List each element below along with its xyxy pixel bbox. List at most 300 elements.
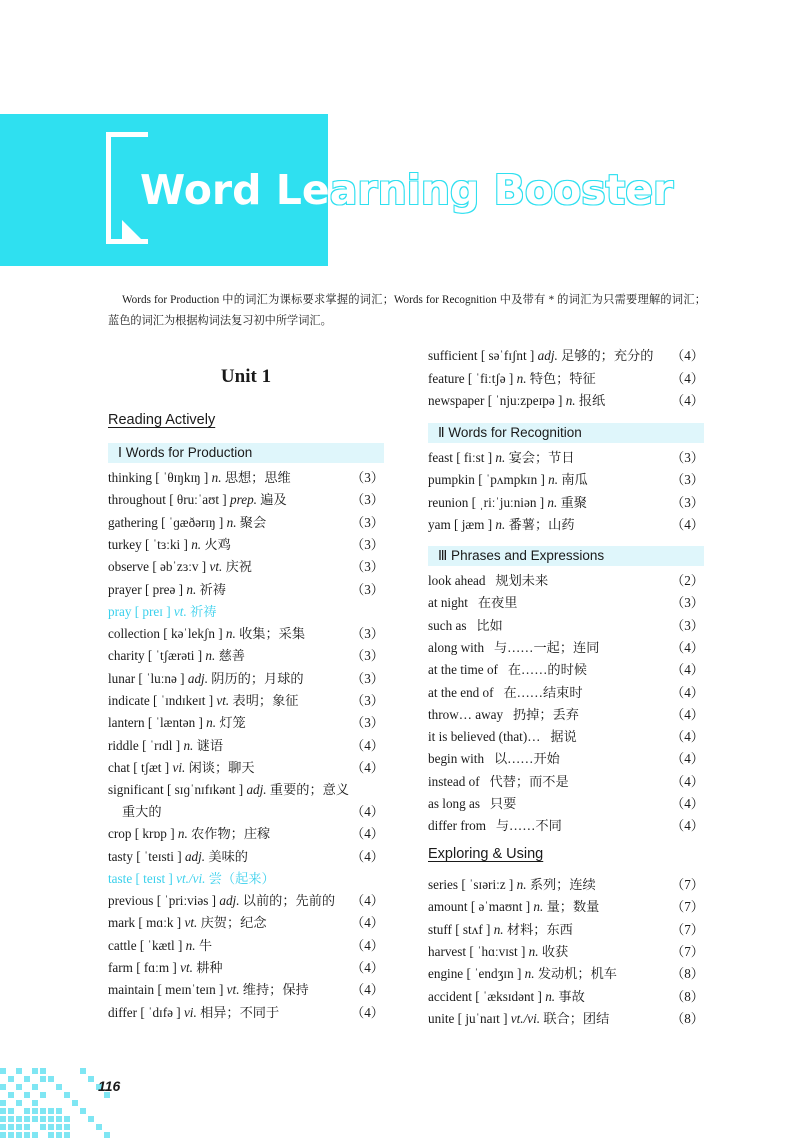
decorative-dot [24,1076,30,1082]
vocab-part-of-speech: n. [516,877,527,892]
vocab-pronunciation: [ ˈpriːviəs ] [156,893,217,909]
vocab-page-ref: （4） [671,370,704,386]
vocab-meaning: 相异；不同于 [200,1004,280,1020]
vocab-meaning: 火鸡 [204,536,231,552]
vocab-meaning: 维持；保持 [242,982,309,998]
decorative-dot [40,1068,46,1074]
vocab-pronunciation: [ krɒp ] [134,826,175,842]
vocab-word: amount [428,899,468,915]
vocab-word: maintain [108,982,155,998]
vocab-meaning: 牛 [198,937,213,953]
decorative-dot [64,1092,70,1098]
vocab-pronunciation: [ səˈfɪʃnt ] [480,348,535,363]
vocab-word: collection [108,626,160,642]
vocab-word: significant [108,782,164,798]
vocab-pronunciation: [ ˈtʃærəti ] [147,648,203,664]
vocab-meaning: 番薯；山药 [508,516,575,532]
vocab-entry [428,986,704,1008]
vocab-meaning-continued: 重大的 [122,804,162,820]
vocab-page-ref: （4） [351,893,384,909]
vocab-pronunciation: [ fɑːm ] [136,960,177,975]
vocab-meaning: 事故 [558,988,585,1004]
vocab-page-ref: （4） [351,848,384,864]
vocab-entry [108,623,384,645]
vocab-part-of-speech: adj. [537,348,558,363]
vocab-page-ref: （4） [351,737,384,753]
page-number: 116 [98,1078,121,1094]
vocab-part-of-speech: n. [524,966,535,982]
vocab-word: charity [108,648,145,664]
vocab-page-ref: （4） [351,804,384,820]
phrase-entry [428,815,704,837]
vocab-entry [108,979,384,1001]
vocab-entry [428,514,704,536]
vocab-entry [108,757,384,779]
phrase-meaning: 以……开始 [493,751,560,767]
vocab-page-ref: （3） [351,693,384,708]
vocab-entry [108,690,384,712]
vocab-meaning: 庆贺；纪念 [200,915,267,931]
decorative-dot [80,1108,86,1114]
vocab-word: stuff [428,921,452,937]
vocab-pronunciation: [ ˈhɑːvɪst ] [469,943,526,959]
phrase-meaning: 据说 [550,729,577,745]
decorative-dot [80,1068,86,1074]
vocab-page-ref: （3） [351,648,384,664]
vocab-page-ref: （3） [671,472,704,488]
vocab-meaning: 重聚 [560,494,587,510]
decorative-dot [88,1116,94,1122]
vocab-word: pumpkin [428,472,475,488]
vocab-part-of-speech: adj. [187,670,208,686]
vocab-meaning: 表明；象征 [232,693,299,708]
phrase-entry [428,726,704,748]
vocab-meaning: 足够的；充分的 [561,348,654,363]
phrase-text: along with [428,639,485,655]
vocab-page-ref: （7） [671,943,704,959]
page-title-part-a: Word Le [140,166,330,214]
vocab-entry [428,919,704,941]
vocab-word: observe [108,559,150,575]
vocab-part-of-speech: vt./vi. [176,870,206,886]
vocab-page-ref: （3） [671,494,704,510]
vocab-meaning: 以前的；先前的 [242,893,336,909]
phrase-meaning: 与……不同 [495,818,562,834]
vocab-pronunciation: [ mɑːk ] [138,915,182,931]
box-words-for-recognition: Ⅱ Words for Recognition [428,423,704,443]
vocab-page-ref: （3） [671,450,704,465]
phrase-text: at night [428,595,468,611]
vocab-page-ref: （4） [671,516,704,532]
vocab-meaning: 收集；采集 [239,626,306,642]
vocab-pronunciation: [ ˈɪndɪkeɪt ] [153,693,214,708]
vocab-meaning: 尝（起来） [208,870,275,886]
decorative-dot [48,1124,54,1130]
decorative-dot [0,1068,6,1074]
decorative-dot [56,1132,62,1138]
vocab-page-ref: （4） [351,826,384,842]
vocab-meaning: 南瓜 [561,472,588,488]
phrase-page-ref: （2） [671,573,704,588]
vocab-entry [108,489,384,511]
vocab-meaning: 思想；思维 [224,470,291,485]
decorative-dot [8,1124,14,1130]
phrase-page-ref: （4） [671,684,704,700]
vocab-meaning: 重要的；意义 [269,782,350,798]
decorative-dot [0,1124,6,1130]
section-exploring-using: Exploring & Using [428,846,544,862]
vocab-word: thinking [108,470,152,485]
vocab-pronunciation: [ sɪɡˈnɪfɪkənt ] [166,782,244,798]
vocab-word: throughout [108,492,166,508]
vocab-entry [428,345,704,367]
vocab-part-of-speech: n. [206,715,217,731]
decorative-dot [32,1100,38,1106]
vocab-pronunciation: [ ˈtɜːki ] [145,536,188,552]
vocab-part-of-speech: n. [205,648,216,664]
vocab-page-ref: （3） [351,492,384,508]
decorative-dot [48,1108,54,1114]
vocab-part-of-speech: adj. [184,848,206,864]
vocab-word: riddle [108,737,139,753]
decorative-dot [8,1108,14,1114]
decorative-dot [24,1108,30,1114]
vocab-word: feature [428,370,465,386]
decorative-dot [64,1132,70,1138]
vocab-entry [108,935,384,957]
phrase-entry [428,615,704,637]
decorative-dot [32,1108,38,1114]
decorative-dot [32,1132,38,1138]
vocab-pronunciation: [ əˈmaʊnt ] [470,899,531,915]
vocab-part-of-speech: n. [185,937,196,953]
phrase-meaning: 代替；而不是 [489,773,569,789]
vocab-part-of-speech: n. [528,943,539,959]
vocab-page-ref: （3） [351,536,384,552]
vocab-word: turkey [108,536,142,552]
vocab-page-ref: （4） [351,915,384,931]
vocab-pronunciation: [ ˈθɪŋkɪŋ ] [155,470,209,485]
vocab-meaning: 耕种 [196,960,223,975]
vocab-entry [108,1002,384,1024]
phrase-entry [428,771,704,793]
vocab-part-of-speech: vt./vi. [510,1010,541,1026]
vocab-entry [428,368,704,390]
decorative-dot [16,1068,22,1074]
vocab-page-ref: （8） [671,966,704,982]
vocab-word: feast [428,450,453,465]
vocab-part-of-speech: n. [533,899,544,915]
vocab-part-of-speech: n. [183,737,194,753]
vocab-meaning: 量；数量 [546,899,600,915]
decorative-dot [48,1076,54,1082]
phrase-text: at the end of [428,684,494,700]
phrase-meaning: 扔掉；丢弃 [512,706,579,722]
decorative-dot [16,1124,22,1130]
vocab-entry [108,668,384,690]
vocab-page-ref: （3） [351,670,384,686]
vocab-page-ref: （4） [671,348,704,363]
vocab-entry [428,469,704,491]
phrase-text: it is believed (that)… [428,729,541,745]
phrase-page-ref: （3） [671,595,704,611]
vocab-part-of-speech: n. [548,472,559,488]
phrase-page-ref: （4） [671,751,704,767]
vocab-part-of-speech: n. [495,450,506,465]
vocab-page-ref: （3） [351,514,384,530]
phrase-entry [428,637,704,659]
phrase-page-ref: （4） [671,796,704,811]
vocab-entry [108,534,384,556]
vocab-entry [108,601,384,623]
decorative-dot [0,1132,6,1138]
vocab-entry [428,1008,704,1030]
vocab-meaning: 慈善 [218,648,245,664]
vocab-entry [108,868,384,890]
vocab-entry [108,735,384,757]
vocab-entry [108,957,384,979]
vocab-word: reunion [428,494,469,510]
vocab-word: engine [428,966,464,982]
phrase-entry [428,704,704,726]
vocab-word: pray [108,603,132,619]
page-title-part-b: arning Booster [329,166,674,214]
decorative-dot [64,1124,70,1130]
vocab-part-of-speech: vi. [172,759,186,775]
vocab-entry [108,556,384,578]
vocab-entry [428,390,704,412]
vocab-word: taste [108,870,133,886]
phrase-text: begin with [428,751,485,767]
vocab-part-of-speech: n. [225,626,236,642]
vocab-entry [108,512,384,534]
vocab-part-of-speech: n. [493,921,504,937]
vocab-entry [108,890,384,912]
phrase-entry [428,659,704,681]
decorative-dot [16,1084,22,1090]
vocab-meaning: 祈祷 [190,603,217,619]
vocab-page-ref: （4） [351,759,384,775]
vocab-word: differ [108,1004,138,1020]
phrase-text: at the time of [428,662,498,678]
vocab-pronunciation: [ tʃæt ] [133,759,170,775]
vocab-pronunciation: [ meɪnˈteɪn ] [157,982,224,998]
vocab-word: lunar [108,670,136,686]
vocab-page-ref: （4） [351,982,384,998]
vocab-meaning: 材料；东西 [506,921,573,937]
vocab-pronunciation: [ kəˈlekʃn ] [163,626,223,642]
vocab-part-of-speech: prep. [229,492,257,508]
vocab-page-ref: （4） [351,960,384,975]
vocab-part-of-speech: n. [226,514,237,530]
phrase-page-ref: （4） [671,639,704,655]
decorative-dot [16,1132,22,1138]
decorative-dot [48,1116,54,1122]
corner-dot-pattern [0,1068,110,1138]
vocab-pronunciation: [ ˈluːnə ] [138,670,185,686]
phrase-meaning: 在……的时候 [507,662,587,678]
vocab-pronunciation: [ ˈlæntən ] [147,715,203,731]
decorative-dot [56,1116,62,1122]
vocab-meaning: 谜语 [196,737,224,753]
decorative-dot [56,1084,62,1090]
vocab-part-of-speech: vt. [216,693,230,708]
vocab-part-of-speech: n. [495,516,506,532]
vocab-pronunciation: [ ˈteɪsti ] [136,848,182,864]
vocab-meaning: 灯笼 [219,715,246,731]
vocab-pronunciation: [ preɪ ] [134,603,171,619]
vocab-pronunciation: [ ˈpʌmpkɪn ] [478,472,545,488]
vocab-meaning: 报纸 [578,393,606,408]
vocab-meaning: 聚会 [239,514,267,530]
banner-notch-decoration [122,220,146,244]
vocab-meaning: 系列；连续 [529,877,596,892]
decorative-dot [16,1116,22,1122]
vocab-entry [108,645,384,667]
vocab-page-ref: （3） [351,559,384,575]
vocab-pronunciation: [ teɪst ] [135,870,173,886]
vocab-word: indicate [108,693,150,708]
box-phrases-and-expressions: Ⅲ Phrases and Expressions [428,546,704,566]
vocab-page-ref: （8） [671,1010,704,1026]
decorative-dot [24,1116,30,1122]
vocab-word: gathering [108,514,158,530]
vocab-page-ref: （3） [351,470,384,485]
vocab-word: mark [108,915,136,931]
vocab-entry [108,823,384,845]
vocab-part-of-speech: n. [516,370,527,386]
vocab-page-ref: （8） [671,988,704,1004]
vocab-pronunciation: [ juˈnaɪt ] [457,1010,508,1026]
phrase-meaning: 与……一起；连同 [493,639,600,655]
vocab-part-of-speech: vt. [184,915,198,931]
phrase-text: look ahead [428,573,486,588]
phrase-entry [428,682,704,704]
vocab-meaning: 发动机；机车 [537,966,617,982]
vocab-part-of-speech: n. [191,536,202,552]
vocab-word: unite [428,1010,455,1026]
vocab-part-of-speech: n. [565,393,576,408]
vocab-part-of-speech: adj. [246,782,267,798]
vocab-entry [108,467,384,489]
decorative-dot [24,1124,30,1130]
vocab-word: newspaper [428,393,485,408]
vocab-pronunciation: [ ˈkætl ] [139,937,183,953]
decorative-dot [64,1116,70,1122]
phrase-page-ref: （4） [671,706,704,722]
vocab-entry [428,941,704,963]
vocab-page-ref: （4） [351,937,384,953]
vocab-page-ref: （3） [351,626,384,642]
vocab-word: tasty [108,848,133,864]
vocab-part-of-speech: vt. [180,960,193,975]
vocab-word: series [428,877,459,892]
vocab-word: previous [108,893,154,909]
phrase-page-ref: （4） [671,729,704,745]
decorative-dot [40,1076,46,1082]
vocab-part-of-speech: n. [186,581,197,597]
vocab-pronunciation: [ ˌriːˈjuːniən ] [471,494,545,510]
vocab-page-ref: （3） [351,715,384,731]
vocab-pronunciation: [ ˈæksɪdənt ] [475,988,542,1004]
vocab-meaning: 农作物；庄稼 [191,826,271,842]
vocab-pronunciation: [ ˈdɪfə ] [140,1004,181,1020]
vocab-pronunciation: [ ˈendʒɪn ] [466,966,522,982]
decorative-dot [56,1108,62,1114]
phrase-entry [428,748,704,770]
phrase-meaning: 规划未来 [495,573,549,588]
decorative-dot [32,1116,38,1122]
phrase-text: differ from [428,818,486,834]
decorative-dot [0,1100,6,1106]
decorative-dot [56,1124,62,1130]
phrase-meaning: 比如 [476,617,503,633]
vocab-word: farm [108,960,133,975]
vocab-word: sufficient [428,348,478,363]
phrase-entry [428,793,704,815]
vocab-page-ref: （4） [671,393,704,408]
section-reading-actively: Reading Actively [108,412,216,428]
decorative-dot [8,1092,14,1098]
vocab-part-of-speech: vt. [209,559,223,575]
vocab-word: cattle [108,937,137,953]
phrase-page-ref: （3） [671,617,704,633]
decorative-dot [48,1132,54,1138]
vocab-pronunciation: [ jæm ] [454,516,493,532]
decorative-dot [8,1132,14,1138]
vocab-word: chat [108,759,130,775]
phrase-page-ref: （4） [671,818,704,834]
vocab-word: lantern [108,715,145,731]
vocab-meaning: 美味的 [208,848,248,864]
vocab-word: accident [428,988,472,1004]
vocab-word: prayer [108,581,142,597]
vocab-pronunciation: [ ˈnjuːzpeɪpə ] [487,393,563,408]
decorative-dot [0,1084,6,1090]
unit-heading: Unit 1 [220,366,272,387]
vocab-meaning: 宴会；节日 [508,450,575,465]
box-words-for-production: Ⅰ Words for Production [108,443,384,463]
vocab-meaning: 收获 [541,943,569,959]
vocab-pronunciation: [ preə ] [144,581,184,597]
vocab-part-of-speech: n. [211,470,222,485]
decorative-dot [40,1124,46,1130]
decorative-dot [16,1100,22,1106]
vocab-pronunciation: [ əbˈzɜːv ] [152,559,207,575]
phrase-entry [428,592,704,614]
vocab-pronunciation: [ ˈɡæðərɪŋ ] [161,514,224,530]
decorative-dot [0,1108,6,1114]
vocab-page-ref: （4） [351,1004,384,1020]
phrase-text: such as [428,617,467,633]
vocab-pronunciation: [ stʌf ] [455,921,491,937]
vocab-entry [428,963,704,985]
vocab-entry [428,874,704,896]
decorative-dot [0,1116,6,1122]
decorative-dot [8,1116,14,1122]
vocab-part-of-speech: vt. [173,603,187,619]
vocab-pronunciation: [ ˈsɪəriːz ] [461,877,514,892]
phrase-page-ref: （4） [671,662,704,678]
vocab-entry [108,779,384,823]
intro-paragraph: Words for Production 中的词汇为课标要求掌握的词汇；Words for Recognition 中及带有 * 的词汇为只需要理解的词汇；蓝色的词汇为根据构词法复习初中所学词汇。 [108,294,706,327]
vocab-meaning: 特色；特征 [529,370,596,386]
vocab-part-of-speech: adj. [219,893,240,909]
vocab-pronunciation: [ ˈfiːtʃə ] [467,370,514,386]
decorative-dot [88,1076,94,1082]
vocab-page-ref: （3） [351,581,384,597]
decorative-dot [40,1108,46,1114]
